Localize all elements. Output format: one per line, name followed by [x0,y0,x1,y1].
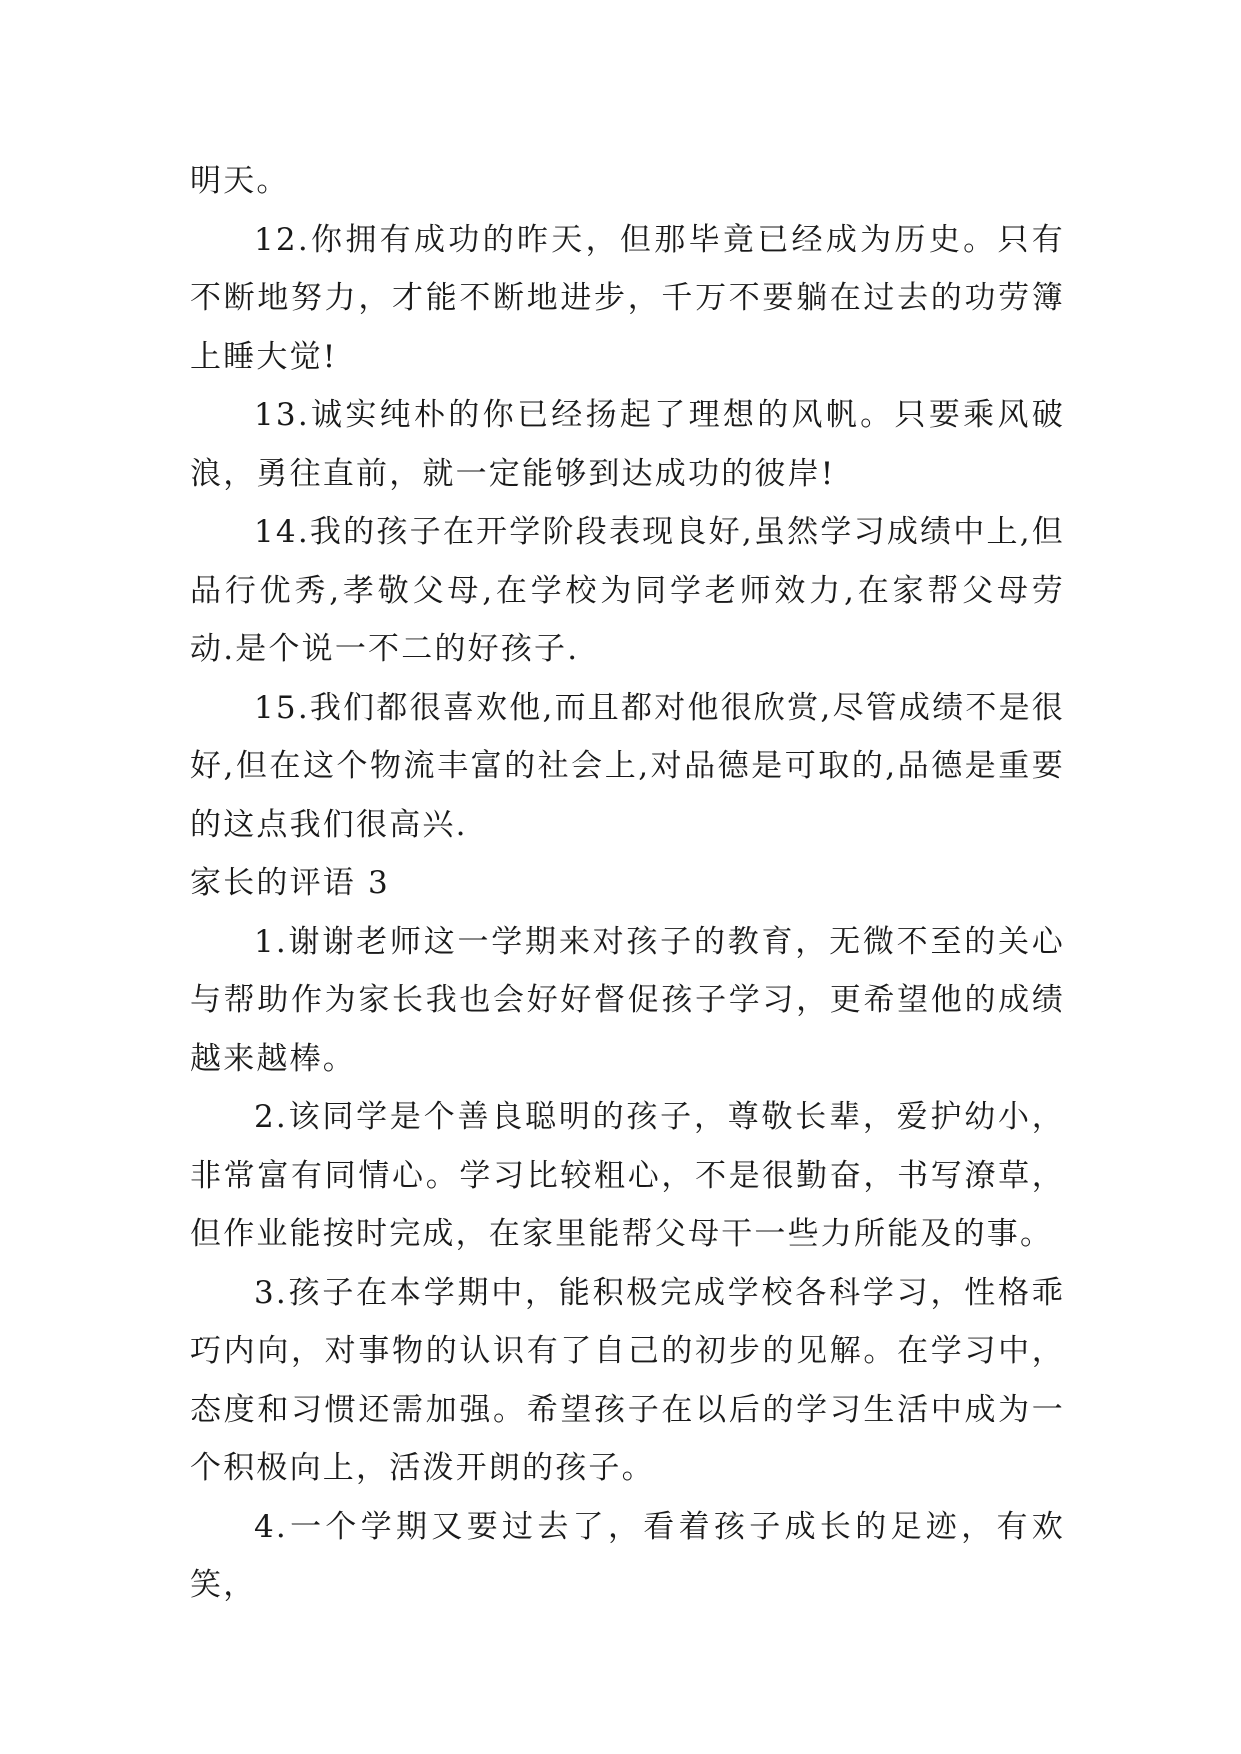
document-page [190,152,1065,1615]
comment-item-12: 12.你拥有成功的昨天，但那毕竟已经成为历史。只有不断地努力，才能不断地进步，千万不要躺在过去的功劳簿上睡大觉! [190,221,1065,375]
comment-item-4: 4.一个学期又要过去了，看着孩子成长的足迹，有欢笑， [190,1508,1065,1603]
comment-item-3: 3.孩子在本学期中，能积极完成学校各科学习，性格乖巧内向，对事物的认识有了自己的初步的见解。在学习中，态度和习惯还需加强。希望孩子在以后的学习生活中成为一个积极向上，活泼开朗的孩子。 [190,1274,1065,1486]
comment-item-2: 2.该同学是个善良聪明的孩子，尊敬长辈，爱护幼小，非常富有同情心。学习比较粗心，不是很勤奋，书写潦草，但作业能按时完成，在家里能帮父母干一些力所能及的事。 [190,1099,1065,1252]
paragraph-continuation: 明天。 [190,163,290,199]
comment-item-15: 15.我们都很喜欢他,而且都对他很欣赏,尽管成绩不是很好,但在这个物流丰富的社会上,对品德是可取的,品德是重要的这点我们很高兴. [190,689,1065,843]
comment-item-14: 14.我的孩子在开学阶段表现良好,虽然学习成绩中上,但品行优秀,孝敬父母,在学校为同学老师效力,在家帮父母劳动.是个说一不二的好孩子. [190,514,1065,667]
comment-item-13: 13.诚实纯朴的你已经扬起了理想的风帆。只要乘风破浪，勇往直前，就一定能够到达成功的彼岸! [190,397,1065,492]
section-heading: 家长的评语 3 [190,865,390,901]
comment-item-1: 1.谢谢老师这一学期来对孩子的教育，无微不至的关心与帮助作为家长我也会好好督促孩子学习，更希望他的成绩越来越棒。 [190,923,1065,1077]
